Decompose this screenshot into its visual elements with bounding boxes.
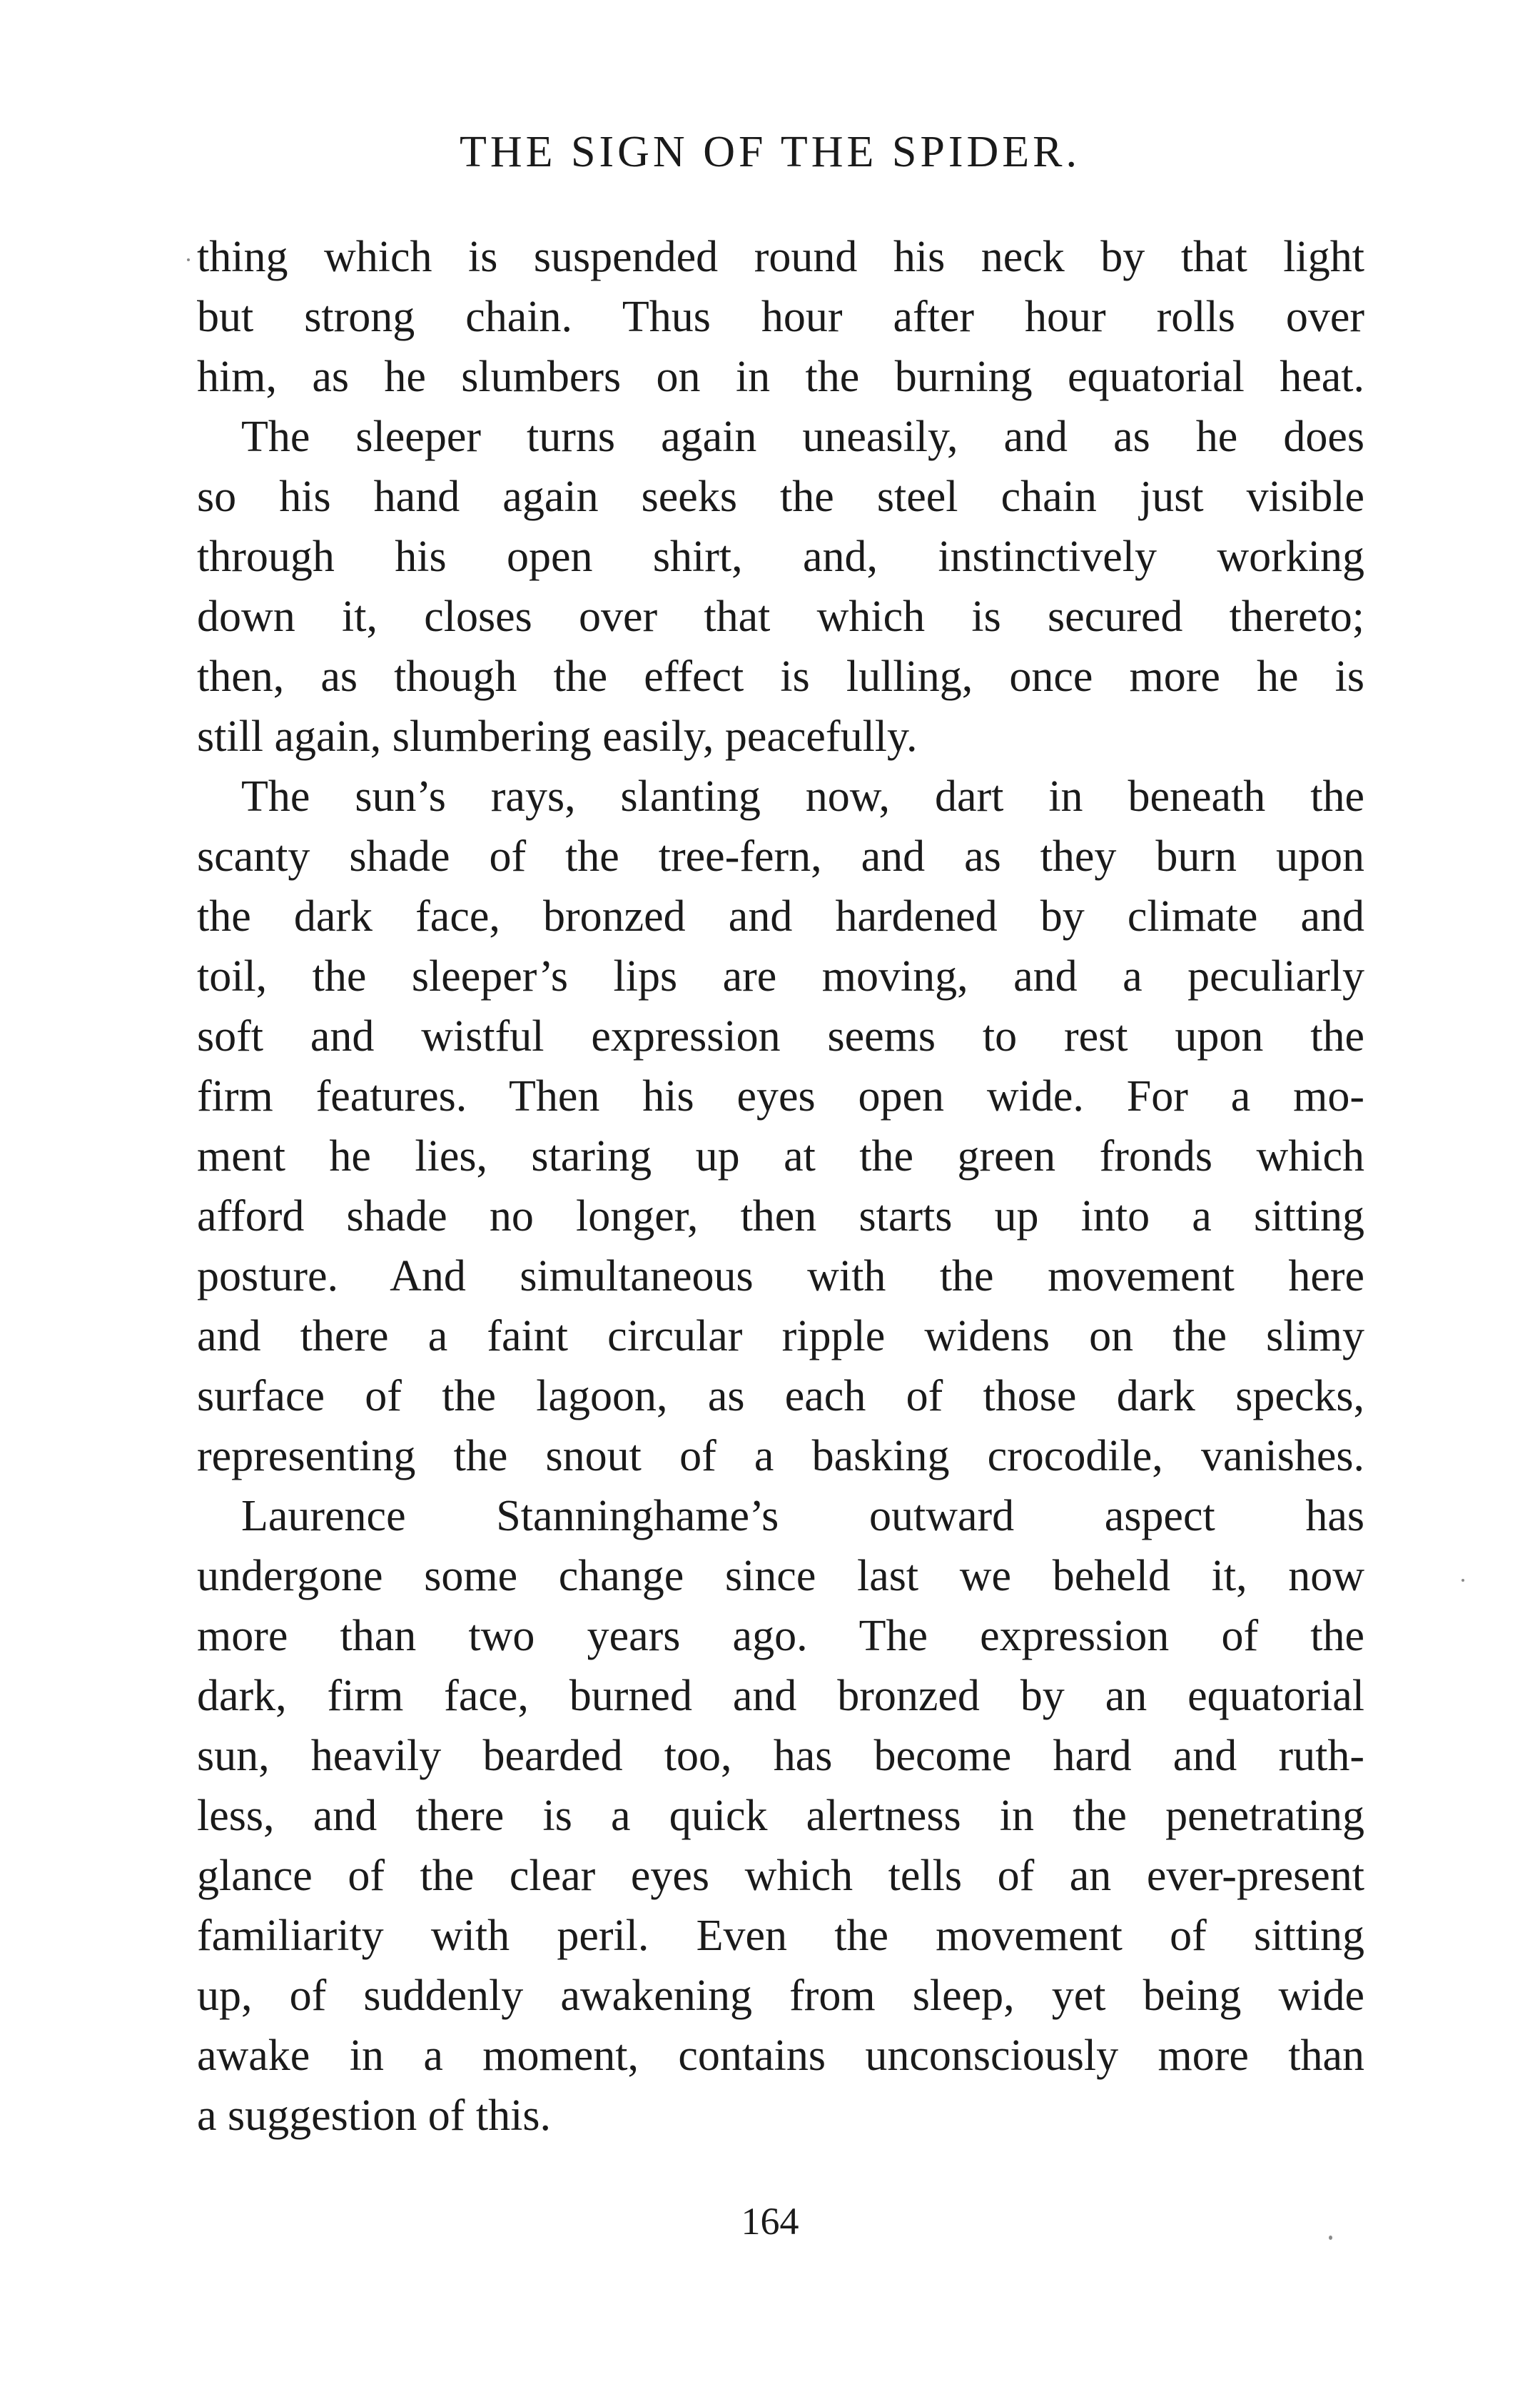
page-number: 164 (741, 2200, 799, 2243)
text-line: undergone some change since last we beheld it, now (197, 1552, 1364, 1600)
paragraph-first-line: The sun’s rays, slanting now, dart in beneath the (241, 772, 1364, 821)
text-line: then, as though the effect is lulling, once more he is (197, 652, 1364, 701)
text-line: the dark face, bronzed and hardened by climate and (197, 892, 1364, 941)
text-line: posture. And simultaneous with the movement here (197, 1252, 1364, 1300)
text-line: ment he lies, staring up at the green fronds which (197, 1132, 1364, 1181)
text-line: and there a faint circular ripple widens on the slimy (197, 1312, 1364, 1360)
paragraph-last-line: representing the snout of a basking crocodile, vanishes. (197, 1432, 1364, 1480)
running-title: THE SIGN OF THE SPIDER. (460, 128, 1080, 176)
text-line: up, of suddenly awakening from sleep, yet being wide (197, 1971, 1364, 2020)
text-line: down it, closes over that which is secured thereto; (197, 592, 1364, 641)
text-line: surface of the lagoon, as each of those dark specks, (197, 1372, 1364, 1420)
text-line: thing which is suspended round his neck by that light (197, 233, 1364, 281)
paragraph-last-line: a suggestion of this. (197, 2091, 551, 2140)
text-line: firm features. Then his eyes open wide. For a mo- (197, 1072, 1364, 1121)
text-line: more than two years ago. The expression of the (197, 1612, 1364, 1660)
text-line: him, as he slumbers on in the burning equatorial heat. (197, 353, 1364, 401)
text-line: less, and there is a quick alertness in the penetrating (197, 1792, 1364, 1840)
text-line: afford shade no longer, then starts up into a sitting (197, 1192, 1364, 1241)
text-line: glance of the clear eyes which tells of an ever-present (197, 1852, 1364, 1900)
text-line: familiarity with peril. Even the movement of sitting (197, 1911, 1364, 1960)
text-line: sun, heavily bearded too, has become hard and ruth- (197, 1732, 1364, 1780)
text-line: so his hand again seeks the steel chain just visible (197, 473, 1364, 521)
text-line: awake in a moment, contains unconsciously more than (197, 2031, 1364, 2080)
text-line: dark, firm face, burned and bronzed by an equatorial (197, 1672, 1364, 1720)
text-line: soft and wistful expression seems to rest upon the (197, 1012, 1364, 1061)
scan-speck (1329, 2236, 1332, 2240)
text-line: through his open shirt, and, instinctively working (197, 532, 1364, 581)
paragraph-last-line: still again, slumbering easily, peacefully. (197, 712, 918, 761)
scan-speck (1462, 1579, 1464, 1582)
body-text (197, 227, 1364, 2146)
text-line: toil, the sleeper’s lips are moving, and a peculiarly (197, 952, 1364, 1001)
text-line: scanty shade of the tree-fern, and as they burn upon (197, 832, 1364, 881)
paragraph-first-line: The sleeper turns again uneasily, and as he does (241, 413, 1364, 461)
scan-speck (187, 258, 190, 261)
paragraph-first-line: Laurence Stanninghame’s outward aspect has (241, 1492, 1364, 1540)
text-line: but strong chain. Thus hour after hour rolls over (197, 293, 1364, 341)
